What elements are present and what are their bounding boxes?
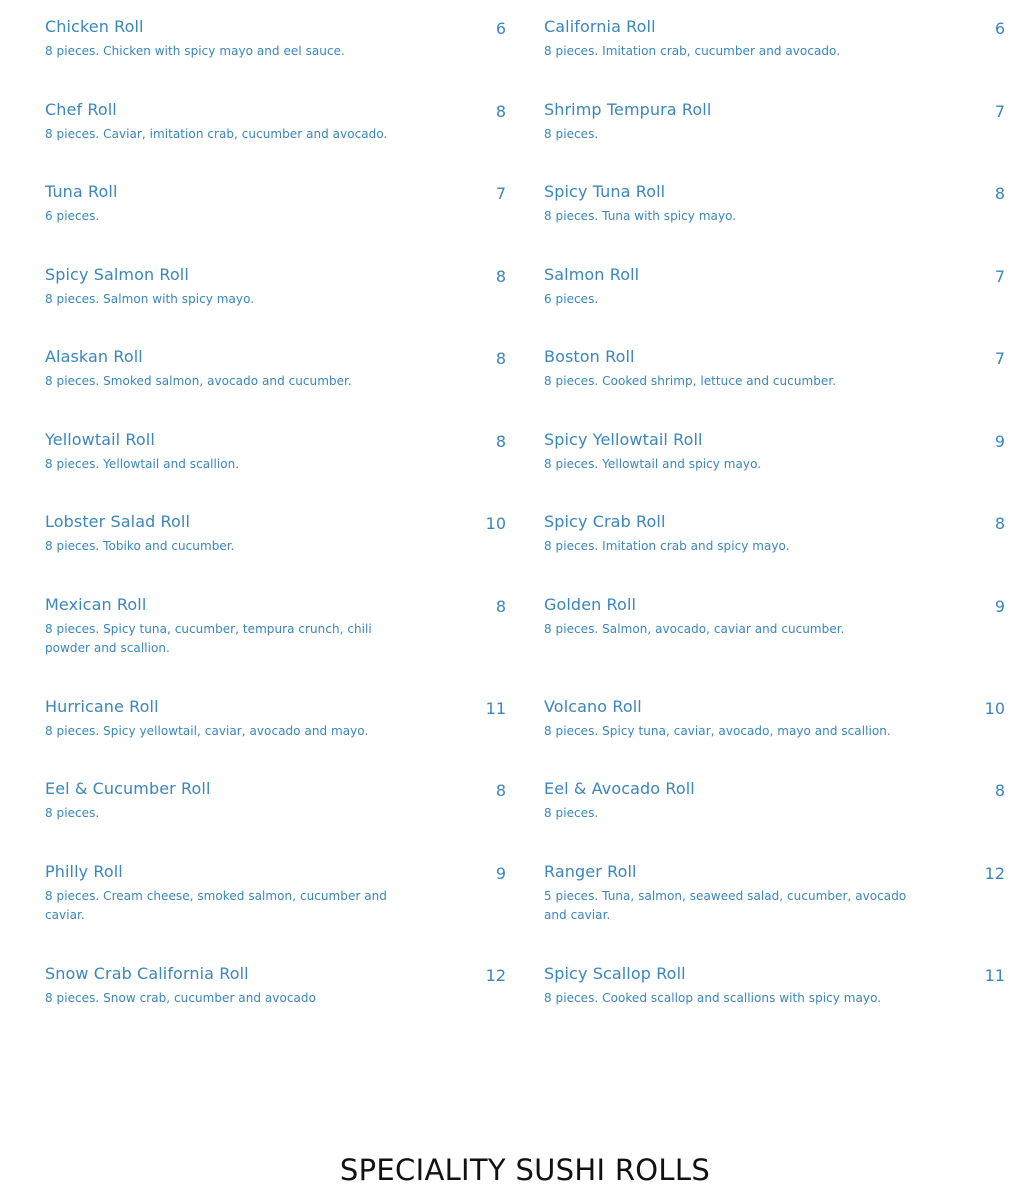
menu-item-description: 8 pieces. Cooked scallop and scallions with spicy mayo.: [544, 991, 882, 1005]
menu-item-price: 10: [485, 514, 506, 533]
menu-item-price: 9: [495, 864, 506, 883]
menu-item-description: 8 pieces. Imitation crab, cucumber and avocado.: [544, 44, 841, 58]
menu-item-description: 8 pieces. Spicy yellowtail, caviar, avocado and mayo.: [45, 724, 369, 738]
menu-item-price: 12: [485, 966, 506, 985]
menu-item-name: Hurricane Roll: [45, 697, 159, 716]
menu-item-name: Alaskan Roll: [45, 347, 143, 366]
menu-item-name: Volcano Roll: [544, 697, 642, 716]
menu-item-name: Spicy Tuna Roll: [544, 182, 666, 201]
menu-item-name: Snow Crab California Roll: [45, 964, 249, 983]
menu-item-price: 9: [994, 432, 1005, 451]
menu-item-description: 8 pieces. Tuna with spicy mayo.: [544, 209, 737, 223]
menu-item-description: 8 pieces. Cream cheese, smoked salmon, cucumber and caviar.: [45, 889, 387, 922]
menu-item-name: Philly Roll: [45, 862, 123, 881]
menu-item-description: 6 pieces.: [45, 209, 100, 223]
menu-item-price: 11: [485, 699, 506, 718]
menu-item-price: 6: [994, 19, 1005, 38]
menu-item-name: Salmon Roll: [544, 265, 640, 284]
menu-item-description: 8 pieces. Salmon, avocado, caviar and cucumber.: [544, 622, 845, 636]
menu-item-price: 8: [495, 781, 506, 800]
menu-item-name: Eel & Avocado Roll: [544, 779, 695, 798]
menu-item-description: 6 pieces.: [544, 292, 599, 306]
menu-item-price: 8: [994, 514, 1005, 533]
menu-item-description: 8 pieces. Smoked salmon, avocado and cucumber.: [45, 374, 352, 388]
menu-item-description: 8 pieces. Cooked shrimp, lettuce and cucumber.: [544, 374, 837, 388]
menu-item-name: Yellowtail Roll: [45, 430, 155, 449]
menu-item-price: 7: [994, 267, 1005, 286]
menu-item-name: Mexican Roll: [45, 595, 147, 614]
menu-item-name: California Roll: [544, 17, 656, 36]
menu-item-price: 8: [495, 432, 506, 451]
menu-item-price: 10: [984, 699, 1005, 718]
menu-item-name: Lobster Salad Roll: [45, 512, 191, 531]
menu-item-description: 5 pieces. Tuna, salmon, seaweed salad, cucumber, avocado and caviar.: [544, 889, 907, 922]
section-title: SPECIALITY SUSHI ROLLS: [339, 1153, 711, 1188]
menu-item-name: Chicken Roll: [45, 17, 144, 36]
menu-item-price: 11: [984, 966, 1005, 985]
menu-item-name: Spicy Salmon Roll: [45, 265, 189, 284]
menu-item-description: 8 pieces.: [544, 806, 599, 820]
menu-item-price: 12: [984, 864, 1005, 883]
menu-item-price: 8: [495, 349, 506, 368]
menu-item-price: 7: [495, 184, 506, 203]
menu-item-description: 8 pieces. Chicken with spicy mayo and eel sauce.: [45, 44, 345, 58]
menu-item-name: Eel & Cucumber Roll: [45, 779, 211, 798]
menu-item-description: 8 pieces.: [45, 806, 100, 820]
menu-item-price: 8: [994, 781, 1005, 800]
menu-item-description: 8 pieces.: [544, 127, 599, 141]
menu-item-description: 8 pieces. Spicy tuna, caviar, avocado, mayo and scallion.: [544, 724, 891, 738]
menu-item-price: 9: [994, 597, 1005, 616]
menu-item-description: 8 pieces. Snow crab, cucumber and avocado: [45, 991, 316, 1005]
menu-item-name: Ranger Roll: [544, 862, 637, 881]
menu-item-description: 8 pieces. Yellowtail and scallion.: [45, 457, 240, 471]
menu-item-price: 8: [495, 102, 506, 121]
menu-item-price: 8: [495, 267, 506, 286]
menu-item-name: Spicy Yellowtail Roll: [544, 430, 703, 449]
menu-item-price: 7: [994, 102, 1005, 121]
menu-item-name: Spicy Crab Roll: [544, 512, 666, 531]
menu-item-name: Golden Roll: [544, 595, 637, 614]
menu-item-description: 8 pieces. Yellowtail and spicy mayo.: [544, 457, 762, 471]
menu-item-name: Shrimp Tempura Roll: [544, 100, 712, 119]
menu-item-name: Spicy Scallop Roll: [544, 964, 686, 983]
menu-item-name: Chef Roll: [45, 100, 117, 119]
menu-item-description: 8 pieces. Tobiko and cucumber.: [45, 539, 235, 553]
menu-item-description: 8 pieces. Salmon with spicy mayo.: [45, 292, 255, 306]
menu-item-price: 6: [495, 19, 506, 38]
menu-item-name: Boston Roll: [544, 347, 635, 366]
menu-item-description: 8 pieces. Spicy tuna, cucumber, tempura crunch, chili powder and scallion.: [45, 622, 372, 655]
menu-item-name: Tuna Roll: [45, 182, 118, 201]
menu-item-price: 7: [994, 349, 1005, 368]
menu-item-description: 8 pieces. Imitation crab and spicy mayo.: [544, 539, 790, 553]
menu-item-price: 8: [994, 184, 1005, 203]
menu-item-price: 8: [495, 597, 506, 616]
menu-item-description: 8 pieces. Caviar, imitation crab, cucumber and avocado.: [45, 127, 388, 141]
